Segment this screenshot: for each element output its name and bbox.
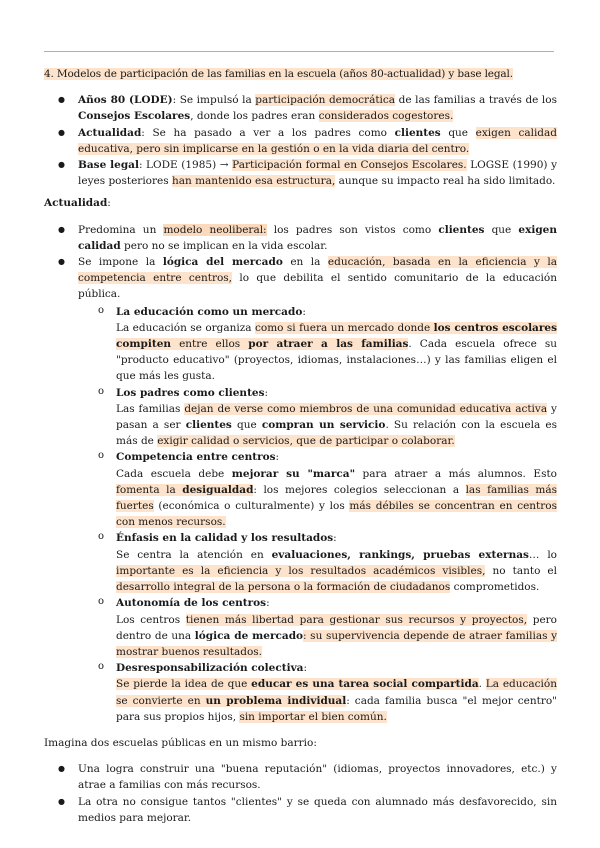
section-heading-text: 4. Modelos de participación de las familias en la escuela (años 80-actualidad) y base legal. bbox=[44, 68, 513, 80]
highlight: como si fuera un mercado donde bbox=[255, 321, 434, 334]
term: lógica del mercado bbox=[162, 256, 283, 269]
highlight: La educación se convierte en bbox=[116, 678, 557, 707]
highlight: considerados cogestores. bbox=[318, 110, 454, 123]
text: de las familias a través de los bbox=[395, 94, 557, 107]
term: clientes bbox=[185, 419, 232, 432]
list-item-escuela-1: ● Una logra construir una "buena reputación" (idiomas, proyectos innovadores, etc.) y atrae a familias con más recursos. bbox=[44, 761, 557, 793]
term-anos-80: Años 80 (LODE) bbox=[78, 94, 173, 107]
text: Predomina un bbox=[78, 223, 164, 236]
text: comprometidos. bbox=[450, 581, 540, 594]
text: lo que debilita el sentido comunitario de la educación pública. bbox=[78, 272, 557, 301]
text: que bbox=[484, 223, 519, 236]
text: Se impone la bbox=[78, 256, 163, 269]
text: Las familias bbox=[116, 402, 185, 415]
text: no tanto el bbox=[485, 564, 558, 577]
term-consejos: Consejos Escolares bbox=[78, 110, 191, 123]
subitem-desresponsabilizacion: o Desresponsabilización colectiva: Se pierde la idea de que educar es una tarea social compartida. La educación se convierte en un problema individual: cada familia busca "el mejor centro" para sus propios hijos, sin importar el bien común. bbox=[78, 660, 557, 725]
text: que bbox=[231, 419, 262, 432]
subitem-title: Desresponsabilización colectiva bbox=[116, 662, 304, 675]
highlight: exigir calidad o servicios, que de participar o colaborar. bbox=[157, 435, 455, 448]
text: en la bbox=[282, 256, 328, 269]
text: : Se impulsó la bbox=[172, 94, 256, 107]
highlight: exigen calidad educativa, pero sin implicarse en la gestión o en la vida diaria del centro. bbox=[78, 126, 557, 155]
subitem-educacion-mercado: o La educación como un mercado: La educación se organiza como si fuera un mercado donde los centros escolares compiten entre ellos por atraer a las familias. Cada escuela ofrece su "producto educativo" (proyectos, idiomas, instalaciones…) y las familias eligen el que más les gusta. bbox=[78, 304, 557, 385]
subitem-title: Autonomía de los centros bbox=[116, 597, 267, 610]
text: : los mejores colegios seleccionan a bbox=[253, 483, 466, 496]
highlight-bold: un problema individual bbox=[205, 694, 347, 707]
highlight: participación democrática bbox=[255, 94, 396, 107]
list-item-escuela-2: ● La otra no consigue tantos "clientes" y se queda con alumnado más desfavorecido, sin medios para mejorar. bbox=[44, 794, 557, 826]
text: pero dentro de una bbox=[116, 613, 557, 642]
highlight: : su supervivencia depende de atraer familias y mostrar buenos resultados. bbox=[116, 629, 558, 658]
highlight-bold: los centros escolares compiten bbox=[116, 321, 557, 351]
term: mejorar su "marca" bbox=[231, 467, 356, 480]
subitem-padres-clientes: o Los padres como clientes: Las familias dejan de verse como miembros de una comunidad educativa activa y pasan a ser clientes que compran un servicio. Su relación con la escuela es más de exigir calidad o servicios, que de participar o colaborar. bbox=[78, 385, 557, 450]
highlight: importante es la eficiencia y los resultados académicos visibles, bbox=[116, 564, 486, 577]
highlight: dejan de verse como miembros de una comunidad educativa activa bbox=[184, 402, 548, 415]
text: pero no se implican en la vida escolar. bbox=[120, 239, 328, 252]
closing-list bbox=[44, 761, 557, 826]
actualidad-label: Actualidad bbox=[44, 197, 108, 210]
actualidad-list bbox=[44, 222, 557, 725]
highlight: entre ellos bbox=[171, 338, 249, 351]
highlight-bold: educar es una tarea social compartida bbox=[251, 678, 479, 691]
market-sublist bbox=[78, 304, 557, 725]
text: . Su relación con la escuela es más de bbox=[116, 419, 558, 448]
closing-intro: Imagina dos escuelas públicas en un mismo barrio: bbox=[44, 736, 317, 749]
term-actualidad: Actualidad bbox=[78, 126, 142, 139]
text: para atraer a más alumnos. Esto bbox=[355, 467, 557, 480]
text: (económica o culturalmente) y los bbox=[153, 500, 350, 513]
text: . Cada escuela ofrece su "producto educativo" (proyectos, idiomas, instalaciones…) y las familias eligen el que más les gusta. bbox=[116, 338, 557, 383]
text: que bbox=[440, 126, 476, 139]
highlight: Participación formal en Consejos Escolares. bbox=[232, 159, 467, 172]
actualidad-label-line: Actualidad: bbox=[44, 197, 111, 210]
term-clientes: clientes bbox=[394, 126, 441, 139]
text: Cada escuela debe bbox=[116, 467, 232, 480]
list-item-mercado bbox=[44, 254, 557, 725]
list-item-neoliberal bbox=[44, 222, 557, 254]
subitem-title: La educación como un mercado bbox=[116, 305, 303, 318]
highlight: más débiles se concentran en centros con menos recursos. bbox=[116, 500, 557, 529]
list-item-anos-80 bbox=[44, 92, 557, 124]
subitem-title: Énfasis en la calidad y los resultados bbox=[116, 532, 334, 545]
text: y pasan a ser bbox=[116, 402, 557, 432]
term: lógica de mercado bbox=[194, 629, 304, 642]
list-item-base-legal bbox=[44, 157, 557, 189]
document-page bbox=[44, 66, 557, 826]
subitem-title: Los padres como clientes bbox=[116, 386, 265, 399]
top-divider bbox=[44, 51, 554, 52]
text: Los centros bbox=[116, 613, 186, 626]
subitem-title: Competencia entre centros bbox=[116, 451, 276, 464]
highlight: modelo neoliberal: bbox=[163, 223, 267, 236]
text: , donde los padres eran bbox=[190, 110, 319, 123]
highlight: fomenta la bbox=[116, 483, 183, 496]
term: exigen calidad bbox=[78, 223, 557, 252]
list-item-actualidad bbox=[44, 125, 557, 157]
section-heading bbox=[44, 66, 557, 82]
term: evaluaciones, rankings, pruebas externas bbox=[271, 548, 529, 561]
term: compran un servicio bbox=[261, 419, 386, 432]
text: los padres son vistos como bbox=[266, 223, 439, 236]
highlight: educación, basada en la eficiencia y la competencia entre centros, bbox=[78, 256, 558, 285]
text: : Se ha pasado a ver a los padres como bbox=[141, 126, 395, 139]
highlight: tienen más libertad para gestionar sus recursos y proyectos, bbox=[185, 613, 528, 626]
highlight: desarrollo integral de la persona o la formación de ciudadanos bbox=[116, 581, 451, 594]
text: : LODE (1985) → bbox=[138, 159, 233, 172]
subitem-calidad: o Énfasis en la calidad y los resultados: Se centra la atención en evaluaciones, rankings, pruebas externas… lo importante es la eficiencia y los resultados académicos visibles, no tanto el desarrollo integral de la persona o la formación de ciudadanos comprometidos. bbox=[78, 530, 557, 595]
text: LOGSE (1990) y leyes posteriores bbox=[78, 159, 557, 188]
text: . bbox=[478, 678, 486, 691]
text: Se centra la atención en bbox=[116, 548, 272, 561]
highlight-bold: por atraer a las familias bbox=[248, 338, 409, 351]
text: aunque su impacto real ha sido limitado. bbox=[335, 175, 556, 188]
subitem-competencia: o Competencia entre centros: Cada escuela debe mejorar su "marca" para atraer a más alumnos. Esto fomenta la desigualdad: los mejores colegios seleccionan a las familias más fuertes (económica o culturalmente) y los más débiles se concentran en centros con menos recursos. bbox=[78, 449, 557, 530]
highlight-bold: desigualdad bbox=[182, 483, 254, 496]
models-list bbox=[44, 92, 557, 189]
text: … lo bbox=[528, 548, 557, 561]
highlight: han mantenido esa estructura, bbox=[171, 175, 336, 188]
highlight: las familias más fuertes bbox=[116, 483, 557, 513]
text: La educación se organiza bbox=[116, 321, 255, 334]
term: clientes bbox=[438, 223, 485, 236]
term-base-legal: Base legal bbox=[78, 159, 139, 172]
text: : cada familia busca "el mejor centro" para sus propios hijos, bbox=[116, 694, 557, 723]
highlight: Se pierde la idea de que bbox=[116, 678, 252, 691]
highlight: sin importar el bien común. bbox=[239, 710, 387, 723]
subitem-autonomia: o Autonomía de los centros: Los centros tienen más libertad para gestionar sus recursos y proyectos, pero dentro de una lógica de mercado: su supervivencia depende de atraer familias y mostrar buenos resultados. bbox=[78, 595, 557, 660]
